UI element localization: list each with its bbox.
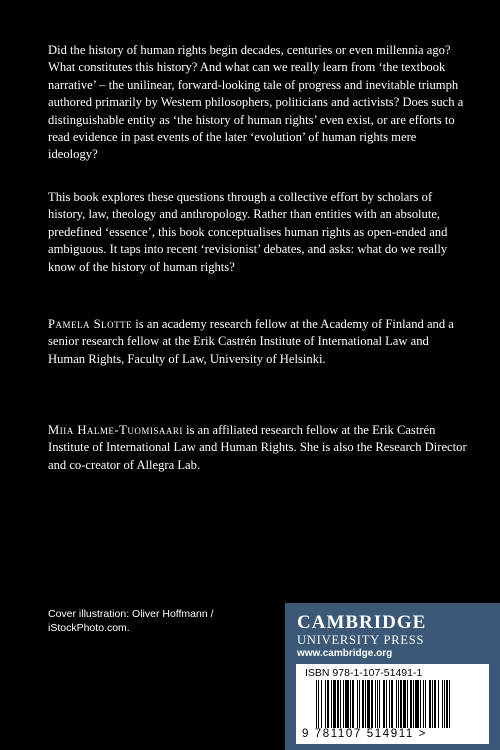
barcode-bar <box>389 680 390 728</box>
barcode-bar <box>375 680 376 728</box>
publisher-press: UNIVERSITY PRESS <box>297 633 425 647</box>
barcode-bar <box>438 680 439 728</box>
barcode-bar <box>386 680 387 728</box>
barcode-bar <box>420 680 421 728</box>
barcode-bar <box>403 680 406 728</box>
barcode-bar <box>425 680 426 728</box>
barcode-bar <box>365 680 366 728</box>
barcode-bar <box>379 680 380 728</box>
barcode-bar <box>337 680 339 728</box>
barcode-bar <box>383 680 385 728</box>
cover-credit <box>48 607 278 635</box>
barcode-bar <box>352 680 354 728</box>
author-1-bio: is an academy research fellow at the Academy of Finland and a senior research fellow at the Erik Castrén Institute of International Law and Human Rights, Faculty of Law, University of Helsinki. <box>48 317 454 366</box>
barcode-bar <box>327 680 329 728</box>
barcode-bar <box>423 680 424 728</box>
barcode-bar <box>446 680 448 728</box>
barcode-bar <box>400 680 402 728</box>
barcode-bar <box>367 680 370 728</box>
barcode-bar <box>343 680 344 728</box>
barcode-icon <box>316 680 476 728</box>
description-paragraph-2 <box>48 189 468 276</box>
barcode-bar <box>415 680 419 728</box>
isbn-label: ISBN 978-1-107-51491-1 <box>305 667 423 679</box>
barcode-bar <box>377 680 378 728</box>
description-text-1: Did the history of human rights begin decades, centuries or even millennia ago? What constitutes this history? And what can we really learn from ‘the textbook narrative’ – the unilinear, forward-looking tale of progress and inevitable triumph authored primarily by Western philosophers, politicians and activists? Does such a distinguishable entity as ‘the history of human rights’ even exist, or are efforts to read evidence in past events of the later ‘evolution’ of human rights mere ideology? <box>48 43 464 162</box>
publisher-url: www.cambridge.org <box>297 648 393 659</box>
barcode-area <box>296 664 489 744</box>
barcode-bar <box>429 680 431 728</box>
publisher-panel <box>285 603 500 750</box>
barcode-bar <box>444 680 445 728</box>
cover-credit-line-2: iStockPhoto.com. <box>48 622 130 634</box>
barcode-bar <box>413 680 414 728</box>
author-bio-2 <box>48 422 468 474</box>
author-2-name: Miia Halme-Tuomisaari <box>48 423 183 437</box>
barcode-bar <box>407 680 408 728</box>
barcode-bar <box>442 680 443 728</box>
description-text-2: This book explores these questions through a collective effort by scholars of history, law, theology and anthropology. Rather than entities with an absolute, predefined ‘essence’, this book conceptualises human rights as open-ended and ambiguous. It taps into recent ‘revisionist’ debates, and asks: what do we really know of the history of human rights? <box>48 190 448 274</box>
barcode-digits: 9 781107 514911 > <box>302 728 427 740</box>
barcode-bar <box>432 680 433 728</box>
cover-credit-line-1: Cover illustration: Oliver Hoffmann / <box>48 608 214 620</box>
barcode-bar <box>371 680 373 728</box>
barcode-bar <box>359 680 360 728</box>
barcode-bar <box>398 680 399 728</box>
publisher-name: CAMBRIDGE <box>297 612 427 633</box>
barcode-bar <box>321 680 322 728</box>
author-1-name: Pamela Slotte <box>48 317 133 331</box>
barcode-bar <box>318 680 319 728</box>
author-bio-1 <box>48 316 468 368</box>
barcode-bar <box>391 680 393 728</box>
barcode-bar <box>331 680 332 728</box>
barcode-bar <box>345 680 349 728</box>
author-bio-1-text <box>48 316 468 368</box>
barcode-bar <box>325 680 326 728</box>
barcode-bar <box>362 680 364 728</box>
author-bio-2-text <box>48 422 468 474</box>
description-paragraph-1 <box>48 42 468 164</box>
barcode-bar <box>350 680 351 728</box>
barcode-bar <box>449 680 450 728</box>
barcode-bar <box>333 680 336 728</box>
barcode-bar <box>340 680 341 728</box>
barcode-bar <box>357 680 358 728</box>
barcode-bar <box>434 680 436 728</box>
barcode-bar <box>316 680 317 728</box>
author-2-bio: is an affiliated research fellow at the Erik Castrén Institute of International Law and Human Rights. She is also the Research Director and co-creator of Allegra Lab. <box>48 423 467 472</box>
barcode-bar <box>410 680 412 728</box>
barcode-bar <box>396 680 397 728</box>
